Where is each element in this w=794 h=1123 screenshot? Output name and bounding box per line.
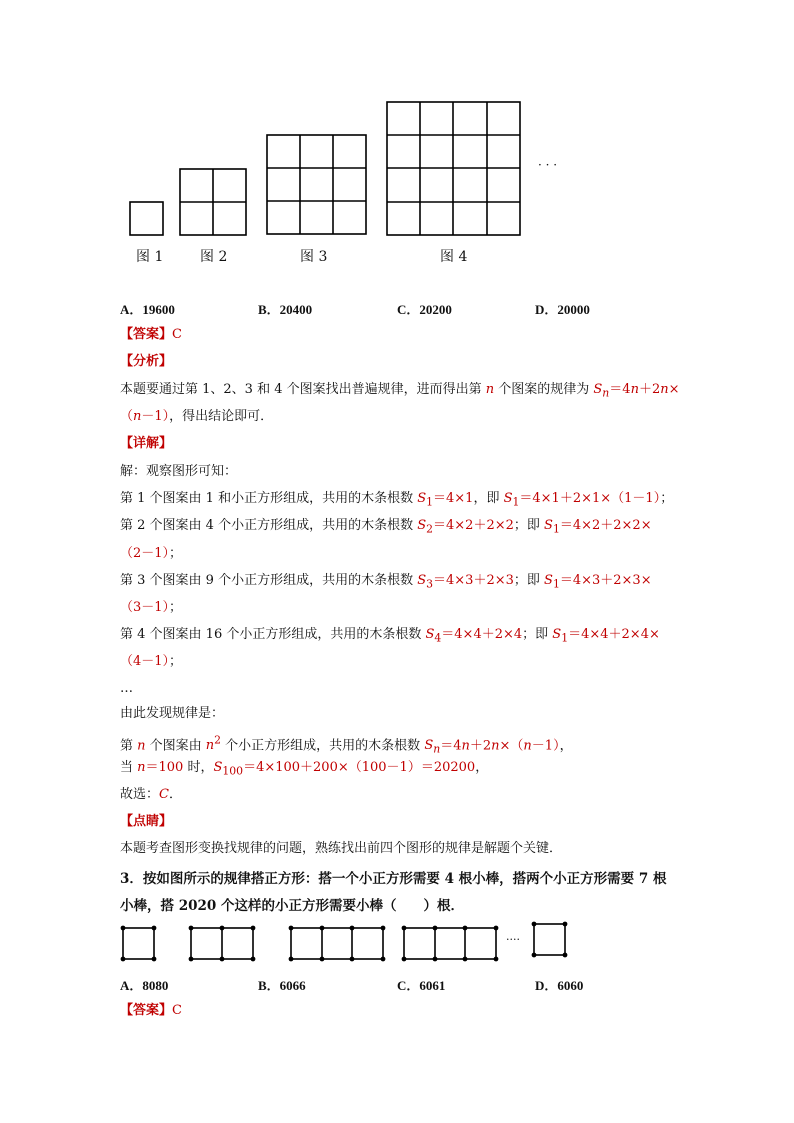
matchstick-dots: ···· (506, 933, 520, 946)
analysis-text-2: （n－1），得出结论即可． (120, 409, 274, 424)
answer2-tag: 【答案】 (120, 1003, 173, 1018)
detail-line-3b: （2－1）； (120, 546, 183, 561)
detail-line-7: 第 n 个图案由 $n^2$ 个小正方形组成，共用的木条根数 $S_n=4n+2n\times(n-1)$， (120, 734, 573, 756)
detail-line-1: 解：观察图形可知： (120, 464, 238, 479)
option-d: D．20000 (535, 302, 590, 317)
caption-fig-2: 图 2 (200, 249, 228, 265)
comment-text: 本题考查图形变换找规律的问题，熟练找出前四个图形的规律是解题个关键． (120, 841, 563, 856)
analysis-tag: 【分析】 (120, 354, 173, 369)
detail-line-4b: （3－1）； (120, 600, 183, 615)
q3-option-d: D．6060 (535, 978, 584, 993)
comment-tag: 【点睛】 (120, 814, 173, 829)
option-c: C．20200 (397, 302, 452, 317)
answer2-line (120, 1002, 182, 1020)
q3-line-2: 小棒，搭 2020 个这样的小正方形需要小棒（ ）根． (120, 898, 464, 914)
caption-fig-4: 图 4 (440, 249, 468, 265)
continuation-dots: · · · (538, 158, 558, 172)
detail-ellipsis: … (120, 681, 133, 696)
detail-line-5b: （4－1）； (120, 654, 183, 669)
analysis-text: 本题要通过第 1、2、3 和 4 个图案找出普遍规律，进而得出第 n 个图案的规律为 $S_n=4n+2n\times$ (120, 382, 680, 400)
detail-line-2: 第 1 个图案由 1 和小正方形组成，共用的木条根数 $S_1=4\times 1$，即 $S_1=4\times 1+2\times 1\times(1-1)$； (120, 491, 674, 509)
caption-fig-3: 图 3 (300, 249, 328, 265)
detail-line-8: 当 n＝100 时，$S_{100}=4\times 100+200\times(100-1)=20200$， (120, 760, 489, 778)
detail-line-6: 由此发现规律是： (120, 706, 225, 721)
detail-line-9: 故选：C． (120, 787, 182, 802)
detail-tag: 【详解】 (120, 436, 173, 451)
q3-option-a: A．8080 (120, 978, 169, 993)
detail-line-3: 第 2 个图案由 4 个小正方形组成，共用的木条根数 $S_2=4\times 2+2\times 2$；即 $S_1=4\times 2+2\times 2\times$ (120, 518, 652, 536)
option-a: A．19600 (120, 302, 175, 317)
q3-line-1: 3．按如图所示的规律搭正方形：搭一个小正方形需要 4 根小棒，搭两个小正方形需要 7 根 (120, 871, 667, 887)
q3-option-c: C．6061 (397, 978, 446, 993)
answer-tag: 【答案】 (120, 327, 173, 342)
answer-value: C (172, 327, 182, 342)
q3-option-b: B．6066 (258, 978, 306, 993)
option-b: B．20400 (258, 302, 313, 317)
answer2-value: C (172, 1003, 182, 1018)
detail-line-5: 第 4 个图案由 16 个小正方形组成，共用的木条根数 $S_4=4\times 4+2\times 4$；即 $S_1=4\times 4+2\times 4\times$ (120, 627, 660, 645)
caption-fig-1: 图 1 (136, 249, 164, 265)
detail-line-4: 第 3 个图案由 9 个小正方形组成，共用的木条根数 $S_3=4\times 3+2\times 3$；即 $S_1=4\times 3+2\times 3\times$ (120, 573, 652, 591)
